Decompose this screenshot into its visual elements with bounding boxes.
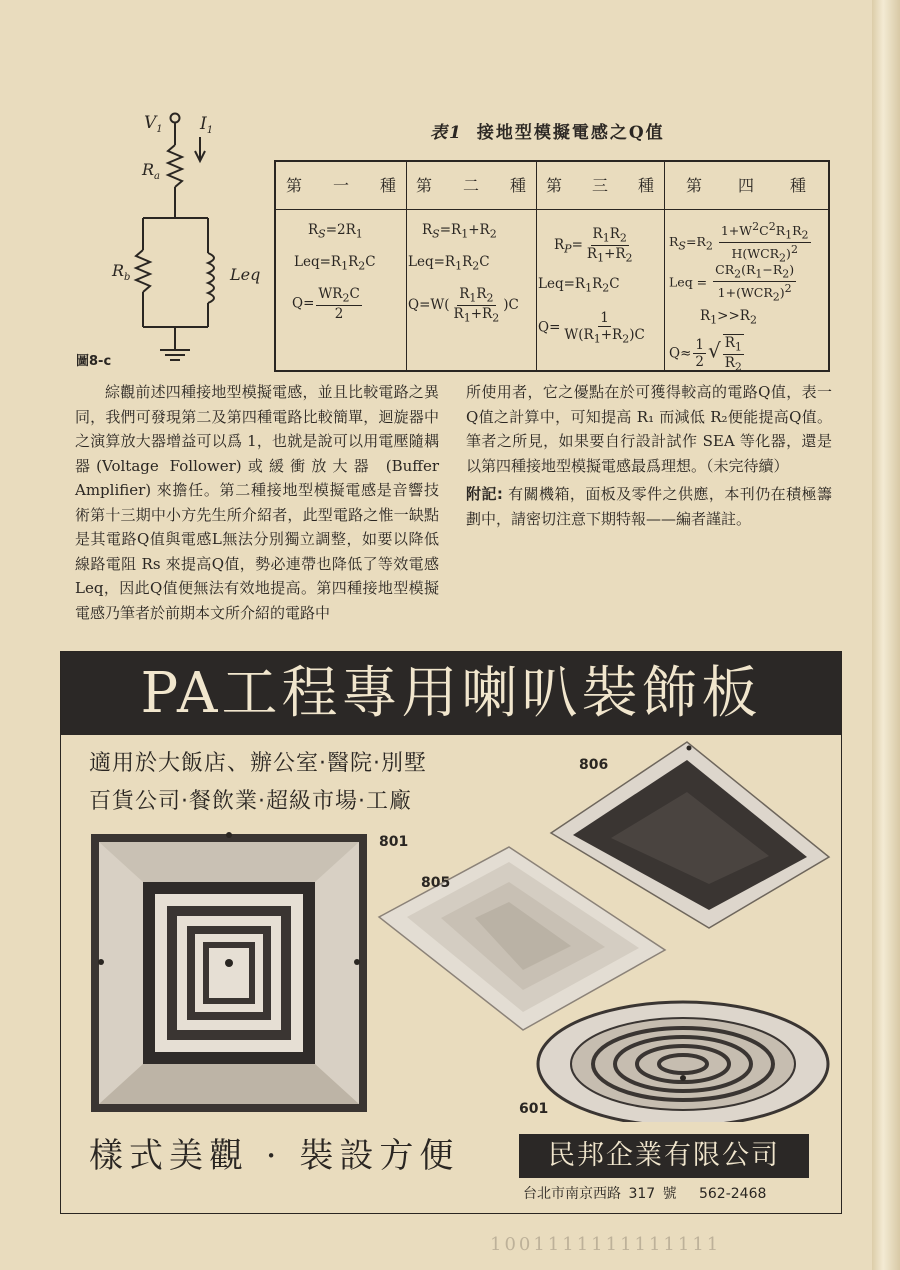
table-header-col1: 第 一 種 — [276, 162, 406, 210]
model-601-label: 601 — [519, 1101, 549, 1117]
product-images — [61, 652, 841, 1122]
formula-q-1: Q= $\frac{WR_2C}{2}$ — [292, 286, 360, 322]
formula-leq-4: Leq = $\frac{CR_2(R_1-R_2)}{1+(WCR_2)^2}$ — [669, 262, 795, 304]
paragraph-right: 所使用者，它之優點在於可獲得較高的電路Q值，表一Q值之計算中，可知提高 R₁ 而減低 R₂便能提高Q值。筆者之所見，如果要自行設計試作 SEA 等化器，還是以第四種接地型模擬電感最爲理想。（未完待續） — [466, 383, 832, 475]
company-phone: 562-2468 — [698, 1186, 767, 1202]
i1-label: $I_1$ — [200, 114, 214, 136]
table-divider — [536, 162, 537, 370]
table-number: 表1 — [430, 123, 463, 143]
formula-q-4: Q≈ $\frac{1}{2}$ √ $\frac{R_1}{R_2}$ — [669, 335, 742, 374]
formula-rp-3: $R_P=$ $\frac{R_1R_2}{R_1+R_2}$ — [554, 226, 633, 265]
ad-usage-line-2: 百貨公司·餐飲業·超級市場·工廠 — [89, 789, 412, 814]
ad-usage-line-1: 適用於大飯店、辦公室·醫院·別墅 — [89, 751, 427, 776]
paragraph-left: 綜觀前述四種接地型模擬電感，並且比較電路之異同，我們可發現第二及第四種電路比較簡單，迴旋器中之演算放大器增益可以爲 1，也就是說可以用電壓隨耦器(Voltage Follower)或緩衝放大器 (Buffer Amplifier) 來擔任。第二種接地型模擬電感是音響技術第十三期中小方先生所介紹者，此型電路之惟一缺點是其電路Q值與電感L無法分別獨立調整，如要以降低線路電阻 Rs 來提高Q值，勢必連帶也降低了等效電感 Leq，因此Q值便無法有效地提高。第四種接地型模擬電感乃筆者於前期本文所介紹的電路中 — [75, 383, 439, 622]
advertisement — [60, 651, 842, 1214]
q-value-table — [274, 160, 830, 372]
formula-leq-3: $Leq=R_1R_2C$ — [538, 276, 620, 295]
table-divider — [664, 162, 665, 370]
bleed-through-text: 1001111111111111 — [490, 1234, 722, 1255]
page-edge — [872, 0, 900, 1270]
v1-label: $V_1$ — [144, 113, 163, 135]
leq-label: Leq — [230, 265, 261, 284]
formula-rs-1: $R_S=2R_1$ — [308, 222, 363, 241]
ad-slogan: 樣式美觀 · 裝設方便 — [89, 1136, 460, 1176]
product-601-image — [538, 1002, 828, 1122]
ra-label: $R_a$ — [142, 160, 161, 182]
model-801-label: 801 — [379, 834, 409, 850]
table-title — [430, 118, 665, 143]
model-806-label: 806 — [579, 757, 609, 773]
table-header-col4: 第 四 種 — [664, 162, 828, 210]
note-label: 附記: — [466, 485, 503, 503]
formula-rs-4: $R_S=R_2$ $\frac{1+W^2C^2R_1R_2}{H(WCR_2)^2}$ — [669, 220, 809, 265]
body-text-right — [466, 380, 832, 531]
model-805-label: 805 — [421, 875, 451, 891]
product-801-image — [91, 832, 367, 1112]
formula-rs-2: $R_S=R_1+R_2$ — [422, 222, 497, 241]
table-divider — [406, 162, 407, 370]
formula-condition-4: $R_1>>R_2$ — [700, 308, 757, 327]
circuit-diagram — [60, 105, 270, 365]
company-name: 民邦企業有限公司 — [519, 1134, 809, 1178]
formula-q-2: Q=W( $\frac{R_1R_2}{R_1+R_2}$ )C — [408, 286, 519, 325]
rb-label: $R_b$ — [112, 261, 131, 283]
body-text-left — [75, 380, 439, 625]
company-address: 台北市南京西路 317 號 562-2468 — [523, 1186, 767, 1202]
formula-leq-2: $Leq=R_1R_2C$ — [408, 254, 490, 273]
ad-headline: PA工程專用喇叭裝飾板 — [61, 652, 841, 735]
note-text: 有關機箱，面板及零件之供應，本刊仍在積極籌劃中，請密切注意下期特報——編者謹註。 — [466, 485, 832, 528]
editor-note — [466, 482, 832, 531]
formula-leq-1: $Leq=R_1R_2C$ — [294, 254, 376, 273]
table-header-col3: 第 三 種 — [536, 162, 664, 210]
formula-q-3: Q= $\frac{1}{W(R_1+R_2)C}$ — [538, 310, 645, 346]
table-title-text: 接地型模擬電感之Q值 — [476, 123, 665, 143]
figure-caption: 圖8-c — [76, 354, 112, 369]
table-header-col2: 第 二 種 — [406, 162, 536, 210]
